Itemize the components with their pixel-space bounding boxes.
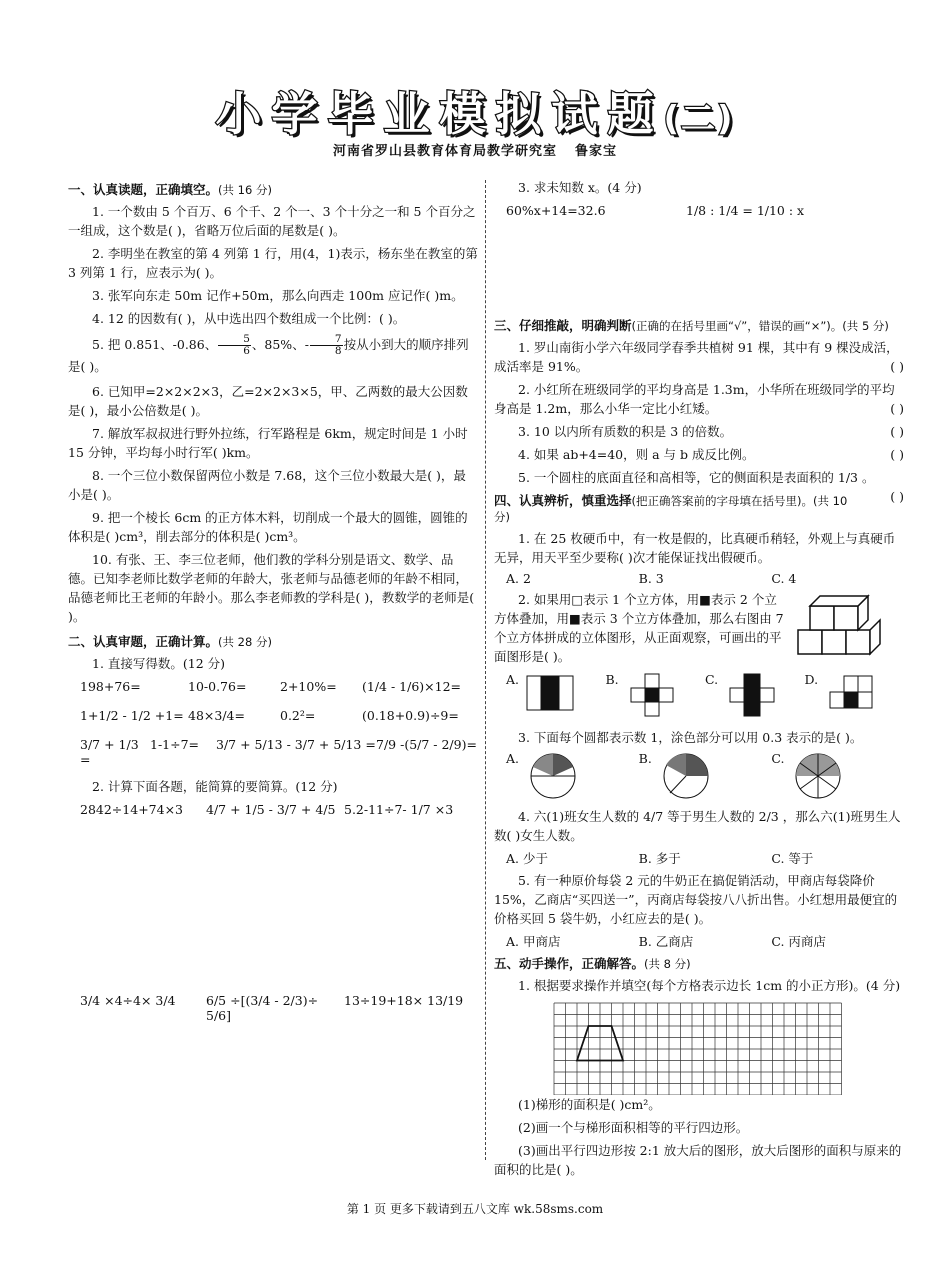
choice-question: 3. 下面每个圆都表示数 1，涂色部分可以用 0.3 表示的是( )。 bbox=[518, 730, 863, 745]
question: 9. 把一个棱长 6cm 的正方体木料，切削成一个最大的圆锥，圆锥的体积是( )cm³，削去部分的体积是( )cm³。 bbox=[68, 510, 468, 544]
calc-row bbox=[80, 737, 478, 767]
option-c: C. bbox=[705, 672, 805, 718]
question: 5. 把 0.851、-0.86、 $\frac{5}{6}$ 、85%、- $\frac{7}{8}$ 按从小到大的顺序排列是( )。 bbox=[68, 333, 469, 374]
judge-question: 1. 罗山南街小学六年级同学春季共植树 91 棵，其中有 9 棵没成活，成活率是 91%。 ( ) bbox=[494, 340, 904, 374]
calc-item: 7/9 -(5/7 - 2/9)= bbox=[376, 737, 477, 752]
page-title: 小学毕业模拟试题(二) bbox=[215, 87, 735, 141]
question: 3. 张军向东走 50m 记作+50m，那么向西走 100m 应记作( )m。 bbox=[92, 288, 464, 303]
option: A. 2 bbox=[506, 571, 531, 586]
page-footer: 第 1 页 更多下载请到五八文库 wk.58sms.com bbox=[346, 1202, 604, 1216]
operation-answer: (2)画一个与梯形面积相等的平行四边形。 bbox=[518, 1120, 749, 1135]
section-1-heading: 一、认真读题，正确填空。(共 16 分) bbox=[68, 182, 272, 197]
option-d: D. bbox=[805, 672, 905, 718]
calc-item: 3/4 ×4÷4× 3/4 bbox=[80, 993, 176, 1008]
question: 6. 已知甲=2×2×2×3，乙=2×2×3×5，甲、乙两数的最大公因数是( )，最小公倍数是( )。 bbox=[68, 384, 468, 418]
calc-item: 48×3/4= bbox=[188, 708, 245, 723]
work-space bbox=[494, 228, 904, 314]
question: 2. 李明坐在教室的第 4 列第 1 行，用(4，1)表示，杨东坐在教室的第 3 列第 1 行，应表示为( )。 bbox=[68, 246, 478, 280]
cube-question bbox=[494, 590, 904, 670]
calc-item: (0.18+0.9)÷9= bbox=[362, 708, 459, 723]
choice-question: 2. 如果用□表示 1 个立方体，用■表示 2 个立方体叠加，用■表示 3 个立方体叠加，那么右图由 7 个立方体拼成的立体图形，从正面观察，可画出的平面图形是( )。 bbox=[494, 592, 784, 664]
equation: 60%x+14=32.6 bbox=[506, 203, 606, 218]
section-3-heading: 三、仔细推敲，明确判断(正确的在括号里画“√”，错误的画“×”)。(共 5 分) bbox=[494, 318, 889, 333]
option: A. 少于 bbox=[506, 851, 548, 866]
calc-item: 13÷19+18× 13/19 bbox=[344, 993, 464, 1008]
options bbox=[506, 932, 904, 950]
right-column bbox=[494, 178, 904, 1183]
calc-item: 2+10%= bbox=[280, 679, 337, 694]
question: 10. 有张、王、李三位老师，他们教的学科分别是语文、数学、品德。已知李老师比数学老师的年龄大，张老师与品德老师的年龄不相同，品德老师比王老师的年龄小。那么李老师教的学科是( )，教数学的老师是( )。 bbox=[68, 552, 475, 624]
calc-item: 2842÷14+74×3 bbox=[80, 802, 183, 817]
grid-figure bbox=[550, 999, 850, 1095]
choice-question: 1. 在 25 枚硬币中，有一枚是假的，比真硬币稍轻，外观上与真硬币无异，用天平至少要称( )次才能保证找出假硬币。 bbox=[494, 531, 896, 565]
sub-question: 2. 计算下面各题，能简算的要简算。(12 分) bbox=[92, 779, 338, 794]
option-b: B. bbox=[639, 751, 772, 801]
operation-answer: (3)画出平行四边形按 2:1 放大后的图形，放大后图形的面积与原来的面积的比是( )。 bbox=[494, 1143, 902, 1177]
option-a: A. bbox=[506, 672, 606, 718]
option-a: A. bbox=[506, 751, 639, 801]
circle-options bbox=[506, 751, 904, 801]
calc-item: 4/7 + 1/5 - 3/7 + 4/5 bbox=[206, 802, 336, 817]
options bbox=[506, 849, 904, 867]
section-2-heading: 二、认真审题，正确计算。(共 28 分) bbox=[68, 634, 272, 649]
option: B. 多于 bbox=[638, 851, 681, 866]
option: C. 等于 bbox=[771, 851, 814, 866]
option-b: B. bbox=[606, 672, 706, 718]
option-c: C. bbox=[771, 751, 904, 801]
option: A. 甲商店 bbox=[506, 934, 561, 949]
sub-question: 3. 求未知数 x。(4 分) bbox=[518, 180, 642, 195]
option: C. 丙商店 bbox=[771, 934, 826, 949]
judge-question: 3. 10 以内所有质数的积是 3 的倍数。 ( ) bbox=[518, 424, 904, 439]
calc-item: 1-1÷7= bbox=[150, 737, 200, 752]
left-column bbox=[68, 178, 478, 1033]
calc-item: 198+76= bbox=[80, 679, 141, 694]
operation-answer: (1)梯形的面积是( )cm²。 bbox=[518, 1097, 661, 1112]
section-4-heading: 四、认真辨析，慎重选择(把正确答案前的字母填在括号里)。(共 10 分) bbox=[494, 493, 848, 524]
section-5-heading: 五、动手操作，正确解答。(共 8 分) bbox=[494, 956, 691, 971]
judge-question: 5. 一个圆柱的底面直径和高相等，它的侧面积是表面积的 1/3 。 ( ) bbox=[518, 470, 904, 504]
calc-item: 0.2²= bbox=[280, 708, 316, 723]
calc-row bbox=[80, 993, 478, 1023]
calc-row bbox=[80, 708, 478, 723]
choice-question: 5. 有一种原价每袋 2 元的牛奶正在搞促销活动，甲商店每袋降价 15%，乙商店“买四送一”，丙商店每袋按八八折出售。小红想用最便宜的价格买回 5 袋牛奶，小红应去的是( )。 bbox=[494, 873, 898, 926]
question: 4. 12 的因数有( )，从中选出四个数组成一个比例：( )。 bbox=[92, 311, 406, 326]
option: B. 乙商店 bbox=[638, 934, 694, 949]
calc-item: 10-0.76= bbox=[188, 679, 247, 694]
choice-question: 4. 六(1)班女生人数的 4/7 等于男生人数的 2/3 ，那么六(1)班男生人数( )女生人数。 bbox=[494, 809, 901, 843]
judge-question: 4. 如果 ab+4=40，则 a 与 b 成反比例。 ( ) bbox=[518, 447, 904, 462]
equation: 1/8 : 1/4 = 1/10 : x bbox=[686, 203, 805, 218]
question: 8. 一个三位小数保留两位小数是 7.68，这个三位小数最大是( )，最小是( )。 bbox=[68, 468, 466, 502]
question: 7. 解放军叔叔进行野外拉练，行军路程是 6km，规定时间是 1 小时 15 分钟，平均每小时行军( )km。 bbox=[68, 426, 468, 460]
question: 1. 一个数由 5 个百万、6 个千、2 个一、3 个十分之一和 5 个百分之一组成，这个数是( )，省略万位后面的尾数是( )。 bbox=[68, 204, 476, 238]
calc-item: 5.2-11÷7- 1/7 ×3 bbox=[344, 802, 454, 817]
work-space bbox=[68, 827, 478, 987]
calc-item: (1/4 - 1/6)×12= bbox=[362, 679, 462, 694]
cube-stack-figure bbox=[784, 590, 894, 670]
calc-row bbox=[80, 679, 478, 694]
option: B. 3 bbox=[638, 571, 664, 586]
calc-item: 3/7 + 5/13 - 3/7 + 5/13 = bbox=[216, 737, 376, 752]
options bbox=[506, 571, 904, 586]
sub-question: 1. 直接写得数。(12 分) bbox=[92, 656, 226, 671]
calc-row bbox=[80, 802, 478, 817]
equation-row bbox=[506, 203, 904, 218]
calc-item: 3/7 + 1/3 = bbox=[80, 737, 139, 767]
judge-question: 2. 小红所在班级同学的平均身高是 1.3m，小华所在班级同学的平均身高是 1.2m，那么小华一定比小红矮。 ( ) bbox=[494, 382, 904, 416]
view-options bbox=[506, 672, 904, 718]
calc-item: 6/5 ÷[(3/4 - 2/3)÷ 5/6] bbox=[206, 993, 319, 1023]
option: C. 4 bbox=[771, 571, 797, 586]
calc-item: 1+1/2 - 1/2 +1= bbox=[80, 708, 184, 723]
operation-question: 1. 根据要求操作并填空(每个方格表示边长 1cm 的小正方形)。(4 分) bbox=[518, 978, 901, 993]
author-line: 河南省罗山县教育体育局教学研究室 鲁家宝 bbox=[332, 144, 618, 159]
column-divider bbox=[485, 180, 486, 1160]
